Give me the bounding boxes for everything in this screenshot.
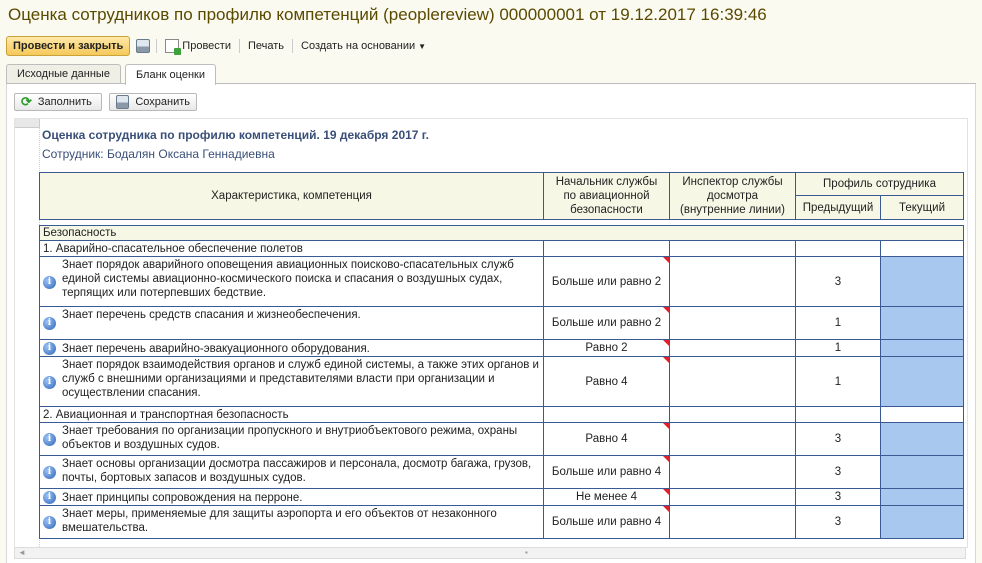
scroll-left-icon[interactable]: ◄ bbox=[18, 548, 26, 557]
group-row-cell bbox=[670, 241, 796, 257]
chief-requirement-cell: Больше или равно 2 bbox=[544, 257, 670, 307]
header-inspector: Инспектор службы досмотра (внутренние линии) bbox=[670, 172, 796, 220]
competency-cell bbox=[39, 357, 544, 407]
current-score-input[interactable] bbox=[881, 357, 964, 407]
current-score-input[interactable] bbox=[881, 456, 964, 489]
inspector-cell bbox=[670, 340, 796, 357]
info-icon[interactable]: i bbox=[43, 516, 56, 529]
group-row-cell bbox=[881, 407, 964, 423]
chief-requirement-cell: Больше или равно 4 bbox=[544, 456, 670, 489]
competency-label: Знает принципы сопровождения на перроне. bbox=[62, 492, 303, 504]
competency-label: Знает перечень аварийно-эвакуационного оборудования. bbox=[62, 343, 370, 355]
fill-button-label: Заполнить bbox=[37, 96, 92, 108]
current-score-input[interactable] bbox=[881, 257, 964, 307]
info-icon[interactable]: i bbox=[43, 342, 56, 355]
inspector-cell bbox=[670, 489, 796, 506]
print-button[interactable]: Печать bbox=[247, 40, 285, 52]
group-row-cell bbox=[544, 241, 670, 257]
chief-requirement-cell: Не менее 4 bbox=[544, 489, 670, 506]
group-row-label: 2. Авиационная и транспортная безопасность bbox=[39, 407, 544, 423]
competency-cell bbox=[39, 423, 544, 456]
post-and-close-button[interactable]: Провести и закрыть bbox=[6, 36, 130, 56]
fill-button[interactable] bbox=[14, 93, 102, 111]
post-document-icon bbox=[165, 39, 179, 53]
section-row: Безопасность bbox=[39, 225, 964, 241]
previous-score-cell: 3 bbox=[796, 506, 881, 539]
competency-cell bbox=[39, 506, 544, 539]
previous-score-cell: 3 bbox=[796, 257, 881, 307]
current-score-input[interactable] bbox=[881, 307, 964, 340]
competency-label: Знает порядок аварийного оповещения авиационных поисково-спасательных служб единой системы авиационно-космического поиска и спасания о воздушных судах, терпящих или потерпевших бедствие. bbox=[62, 259, 514, 299]
previous-score-cell: 3 bbox=[796, 423, 881, 456]
toolbar-separator bbox=[239, 39, 240, 53]
inspector-cell bbox=[670, 456, 796, 489]
save-button[interactable] bbox=[109, 93, 197, 111]
header-competency: Характеристика, компетенция bbox=[39, 172, 544, 220]
group-row-cell bbox=[796, 241, 881, 257]
save-icon bbox=[116, 95, 129, 109]
competency-label: Знает меры, применяемые для защиты аэропорта и его объектов от незаконного вмешательства. bbox=[62, 508, 497, 534]
post-button-label: Провести bbox=[182, 40, 231, 52]
toolbar-separator bbox=[156, 39, 157, 53]
group-row-cell bbox=[796, 407, 881, 423]
previous-score-cell: 3 bbox=[796, 489, 881, 506]
window-title: Оценка сотрудников по профилю компетенций (peoplereview) 000000001 от 19.12.2017 16:39:46 bbox=[8, 5, 767, 24]
info-icon[interactable]: i bbox=[43, 466, 56, 479]
info-icon[interactable]: i bbox=[43, 376, 56, 389]
save-button-label: Сохранить bbox=[135, 96, 190, 108]
competency-cell bbox=[39, 307, 544, 340]
chief-requirement-cell: Равно 4 bbox=[544, 423, 670, 456]
inspector-cell bbox=[670, 423, 796, 456]
toolbar-separator bbox=[292, 39, 293, 53]
group-row-cell bbox=[881, 241, 964, 257]
group-row-cell bbox=[670, 407, 796, 423]
tab-bar bbox=[6, 64, 216, 84]
sheet-corner bbox=[15, 119, 40, 128]
save-disk-icon[interactable] bbox=[136, 39, 150, 53]
competency-label: Знает перечень средств спасания и жизнеобеспечения. bbox=[62, 309, 361, 321]
post-button[interactable] bbox=[163, 39, 233, 53]
chief-requirement-cell: Больше или равно 2 bbox=[544, 307, 670, 340]
header-profile: Профиль сотрудника bbox=[796, 172, 964, 196]
inspector-cell bbox=[670, 506, 796, 539]
create-based-on-label: Создать на основании bbox=[301, 40, 416, 52]
header-current: Текущий bbox=[881, 196, 964, 220]
previous-score-cell: 1 bbox=[796, 340, 881, 357]
horizontal-scrollbar[interactable] bbox=[14, 547, 966, 559]
inspector-cell bbox=[670, 257, 796, 307]
chief-requirement-cell: Равно 2 bbox=[544, 340, 670, 357]
current-score-input[interactable] bbox=[881, 423, 964, 456]
info-icon[interactable]: i bbox=[43, 276, 56, 289]
group-row-cell bbox=[544, 407, 670, 423]
tab-evaluation-form[interactable]: Бланк оценки bbox=[125, 64, 216, 85]
competency-cell bbox=[39, 456, 544, 489]
report-employee: Сотрудник: Бодалян Оксана Геннадиевна bbox=[42, 147, 275, 161]
competency-label: Знает требования по организации пропускного и внутриобъектового режима, охраны объектов и воздушных судов. bbox=[62, 425, 518, 451]
toolbar bbox=[6, 35, 428, 57]
current-score-input[interactable] bbox=[881, 489, 964, 506]
current-score-input[interactable] bbox=[881, 340, 964, 357]
previous-score-cell: 1 bbox=[796, 357, 881, 407]
create-based-on-menu[interactable] bbox=[299, 40, 428, 52]
chief-requirement-cell: Равно 4 bbox=[544, 357, 670, 407]
dropdown-arrow-icon: ▼ bbox=[418, 41, 427, 51]
tab-source-data[interactable]: Исходные данные bbox=[6, 64, 121, 83]
competency-cell bbox=[39, 489, 544, 506]
competency-cell bbox=[39, 340, 544, 357]
chief-requirement-cell: Больше или равно 4 bbox=[544, 506, 670, 539]
report-heading: Оценка сотрудника по профилю компетенций. 19 декабря 2017 г. bbox=[42, 128, 429, 142]
info-icon[interactable]: i bbox=[43, 433, 56, 446]
current-score-input[interactable] bbox=[881, 506, 964, 539]
inspector-cell bbox=[670, 357, 796, 407]
previous-score-cell: 3 bbox=[796, 456, 881, 489]
info-icon[interactable]: i bbox=[43, 317, 56, 330]
inspector-cell bbox=[670, 307, 796, 340]
competency-label: Знает порядок взаимодействия органов и служб единой системы, а также этих органов и служб с внешними организациями и представителями власти при организации и осуществлении спасания. bbox=[62, 359, 539, 399]
previous-score-cell: 1 bbox=[796, 307, 881, 340]
scroll-thumb-icon[interactable]: ▪ bbox=[525, 548, 528, 557]
group-row-label: 1. Аварийно-спасательное обеспечение полетов bbox=[39, 241, 544, 257]
refresh-icon: ⟳ bbox=[21, 94, 32, 109]
competency-label: Знает основы организации досмотра пассажиров и персонала, досмотр багажа, грузов, почты, бортовых запасов и воздушных судов. bbox=[62, 458, 532, 484]
header-chief: Начальник службы по авиационной безопасности bbox=[544, 172, 670, 220]
header-previous: Предыдущий bbox=[796, 196, 881, 220]
evaluation-sheet bbox=[14, 118, 968, 548]
info-icon[interactable]: i bbox=[43, 491, 56, 504]
competency-cell bbox=[39, 257, 544, 307]
